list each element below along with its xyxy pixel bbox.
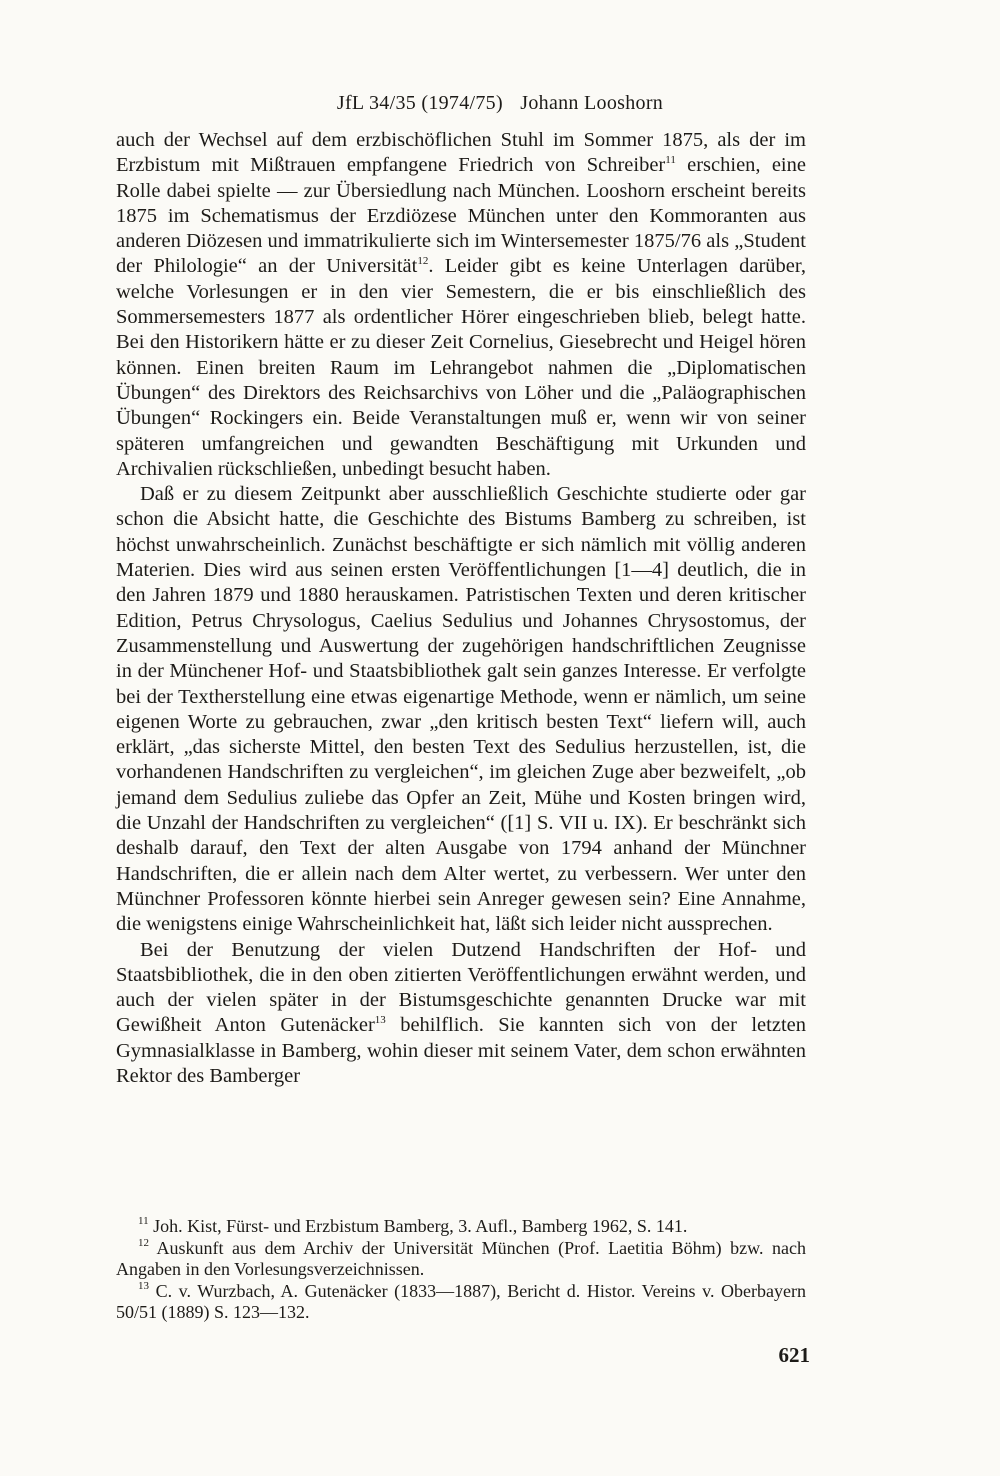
paragraph-text: erschien, eine Rolle dabei spielte — zur Übersiedlung nach München. Looshorn erscheint bereits 1875 im Schematismus der Erzdiözese München unter den Kommoranten aus anderen Diözesen und immatrikulierte sich im Wintersemester 1875/76 als „Student der Philologie“ an der Universität xyxy=(116,154,806,278)
page-number: 621 xyxy=(778,1343,810,1367)
running-header xyxy=(0,92,1000,115)
paragraph-text: auch der Wechsel auf dem erzbischöflichen Stuhl im Sommer 1875, als der im Erzbistum mit Mißtrauen empfangene Friedrich von Schreiber xyxy=(116,129,806,177)
footnote-text: C. v. Wurzbach, A. Gutenäcker (1833—1887), Bericht d. Histor. Vereins v. Oberbayern 50/51 (1889) S. 123—132. xyxy=(116,1280,806,1322)
footnote-text: Joh. Kist, Fürst- und Erzbistum Bamberg, 3. Aufl., Bamberg 1962, S. 141. xyxy=(148,1216,688,1236)
footnote-number: 12 xyxy=(138,1236,149,1249)
footnote-reference: 12 xyxy=(417,255,429,268)
paragraph-text: . Leider gibt es keine Unterlagen darüber, welche Vorlesungen er in den vier Semestern, die er bis einschließlich des Sommersemesters 1877 als ordentlicher Hörer eingeschrieben blieb, belegt hatte. Bei den Historikern hätte er zu dieser Zeit Cornelius, Giesebrecht und Heigel hören können. Einen breiten Raum im Lehrangebot nahmen die „Diplomatischen Übungen“ des Direktors des Reichsarchivs von Löher und die „Paläographischen Übungen“ Rockingers ein. Beide Veranstaltungen muß er, wenn wir von seiner späteren umfangreichen und gewandten Beschäftigung mit Urkunden und Archivalien rückschließen, unbedingt besucht haben. xyxy=(116,255,807,480)
footnote-number: 11 xyxy=(138,1215,149,1227)
paragraph-text: behilflich. Sie kannten sich von der letzten Gymnasialklasse in Bamberg, wohin dieser mit seinem Vater, dem schon erwähnten Rektor des Bamberger xyxy=(116,1014,806,1087)
footnotes xyxy=(116,1216,806,1324)
journal-citation: JfL 34/35 (1974/75) xyxy=(336,92,503,114)
footnote-reference: 13 xyxy=(374,1014,386,1027)
paragraph-text: Bei der Benutzung der vielen Dutzend Handschriften der Hof- und Staatsbibliothek, die in den oben zitierten Veröffentlichungen erwähnt werden, und auch der vielen später in der Bistumsgeschichte genannten Drucke war mit Gewißheit Anton Gutenäcker xyxy=(116,938,806,1037)
paragraph-text: Daß er zu diesem Zeitpunkt aber ausschließlich Geschichte studierte oder gar schon die Absicht hatte, die Geschichte des Bistums Bamberg zu schreiben, ist höchst unwahrscheinlich. Zunächst beschäftigte er sich nämlich mit völlig anderen Materien. Dies wird aus seinen ersten Veröffentlichungen [1—4] deutlich, die in den Jahren 1879 und 1880 herauskamen. Patristischen Texten und deren kritischer Edition, Petrus Chrysologus, Caelius Sedulius und Johannes Chrysostomus, der Zusammenstellung und Auswertung der zugehörigen handschriftlichen Zeugnisse in der Münchener Hof- und Staatsbibliothek galt sein ganzes Interesse. Er verfolgte bei der Textherstellung eine etwas eigenartige Methode, wenn er nämlich, um seine eigenen Worte zu gebrauchen, zwar „den kritisch besten Text“ liefern will, auch erklärt, „das sicherste Mittel, den besten Text des Sedulius herzustellen, ist, die vorhandenen Handschriften zu vergleichen“, im gleichen Zuge aber bezweifelt, „ob jemand dem Sedulius zuliebe das Opfer an Zeit, Mühe und Kosten bringen wird, die Unzahl der Handschriften zu vergleichen“ ([1] S. VII u. IX). Er beschränkt sich deshalb darauf, den Text der alten Ausgabe von 1794 anhand der Münchner Handschriften, die er allein nach dem Alter wertet, zu verbessern. Wer unter den Münchner Professoren könnte hierbei sein Anreger gewesen sein? Eine Annahme, die wenigstens einige Wahrscheinlichkeit hat, läßt sich leider nicht aussprechen. xyxy=(116,483,806,936)
body-paragraph xyxy=(116,938,806,1090)
main-text xyxy=(116,128,806,1089)
running-author: Johann Looshorn xyxy=(520,92,664,114)
footnote xyxy=(116,1281,806,1324)
footnote xyxy=(116,1216,806,1238)
footnote-text: Auskunft aus dem Archiv der Universität München (Prof. Laetitia Böhm) bzw. nach Angaben in den Vorlesungsverzeichnissen. xyxy=(116,1237,806,1279)
body-paragraph xyxy=(116,128,806,482)
body-paragraph xyxy=(116,482,806,937)
footnote xyxy=(116,1238,806,1281)
footnote-reference: 11 xyxy=(665,154,676,167)
footnote-number: 13 xyxy=(138,1279,149,1292)
